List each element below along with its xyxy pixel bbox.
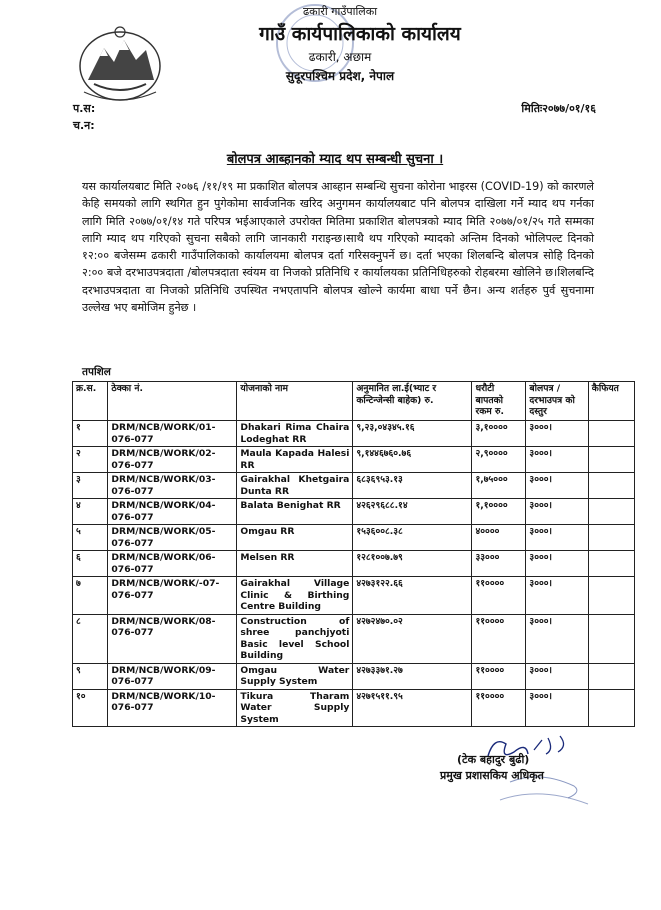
cell-bid-security: १,१०००० xyxy=(472,499,526,525)
cell-bid-fee: ३०००। xyxy=(526,551,588,577)
table-row xyxy=(73,577,635,615)
table-row xyxy=(73,689,635,727)
cell-contract-no: DRM/NCB/WORK/-07-076-077 xyxy=(108,577,237,615)
table-title: तपशिल xyxy=(82,366,111,378)
municipality-name: ढकारी गाउँपालिका xyxy=(302,5,378,18)
cell-serial: ८ xyxy=(73,614,108,663)
cell-remarks xyxy=(588,421,634,447)
table-header-row xyxy=(73,382,635,421)
cell-project-name: Maula Kapada Halesi RR xyxy=(237,447,353,473)
cell-remarks xyxy=(588,473,634,499)
cell-estimated-cost: ४२७१५११.९५ xyxy=(353,689,472,727)
nepal-emblem-icon xyxy=(74,22,166,106)
notice-subject: बोलपत्र आब्हानको म्याद थप सम्बन्धी सुचना । xyxy=(226,152,444,167)
cell-bid-fee: ३०००। xyxy=(526,421,588,447)
cell-serial: ७ xyxy=(73,577,108,615)
office-location: ढकारी, अछाम xyxy=(308,50,372,64)
table-row xyxy=(73,473,635,499)
cell-remarks xyxy=(588,614,634,663)
cell-estimated-cost: ४२७३३७१.२७ xyxy=(353,663,472,689)
cell-bid-fee: ३०००। xyxy=(526,473,588,499)
table-row xyxy=(73,447,635,473)
notice-body: यस कार्यालयबाट मिति २०७६ /११/१९ मा प्रकाशित बोलपत्र आब्हान सम्बन्धि सुचना कोरोना भाइरस (COVID-19) को कारणले केहि समयको लागि स्थगित हुन पुगेकोमा सार्वजनिक खरिद अनुगमन कार्यालयबाट पनि बोलपत्र दाखिला गर्ने म्याद थप गर्नका लागि मिति २०७७/०१/१४ गते परिपत्र भईआएकाले उपरोक्त मितिमा प्रकाशित बोलपत्रको म्याद मिति २०७७/०१/२५ गते सम्मका लागि म्याद थप गरिएको सुचना सबैको लागि जानकारी गराइन्छ।साथै थप गरिएको म्यादको अन्तिम दिनको भोलिपल्ट दिनको १२:०० बजेसम्म ढकारी गाउँपालिकाको कार्यालयमा बोलपत्र दर्ता गरिसक्नुपर्ने छ। दर्ता भएका शिलबन्दि बोलपत्र सोहि दिनको २:०० बजे दरभाउपत्रदाता /बोलपत्रदाता स्वंयम वा निजको प्रतिनिधि र कार्यालयका प्रतिनिधिहरुको रोहबरमा खोलिने छ।शिलबन्दि दरभाउपत्रदाता वा निजको प्रतिनिधि उपस्थित नभएतापनि बोलपत्र खोल्ने कार्यमा बाधा पर्ने छैन। अन्य शर्तहरु पुर्व सुचनामा उल्लेख भए बमोजिम हुनेछ । xyxy=(82,180,594,315)
table-row xyxy=(73,551,635,577)
cell-serial: ४ xyxy=(73,499,108,525)
signatory-title: प्रमुख प्रशासकिय अधिकृत xyxy=(440,769,544,782)
cell-contract-no: DRM/NCB/WORK/09-076-077 xyxy=(108,663,237,689)
cell-remarks xyxy=(588,551,634,577)
header-remarks: कैफियत xyxy=(588,382,634,421)
cell-contract-no: DRM/NCB/WORK/03-076-077 xyxy=(108,473,237,499)
cell-contract-no: DRM/NCB/WORK/04-076-077 xyxy=(108,499,237,525)
cell-project-name: Omgau RR xyxy=(237,525,353,551)
cell-project-name: Construction of shree panchjyoti Basic level School Building xyxy=(237,614,353,663)
header-bid-fee: बोलपत्र /दरभाउपत्र को दस्तुर xyxy=(526,382,588,421)
cell-bid-security: ३,१०००० xyxy=(472,421,526,447)
cell-estimated-cost: ९,२३,०४३४५.१६ xyxy=(353,421,472,447)
cell-estimated-cost: ४२६२९६८८.१४ xyxy=(353,499,472,525)
province-country: सुदूरपश्चिम प्रदेश, नेपाल xyxy=(285,69,395,83)
table-row xyxy=(73,421,635,447)
cell-bid-fee: ३०००। xyxy=(526,525,588,551)
cell-project-name: Melsen RR xyxy=(237,551,353,577)
cell-estimated-cost: १५३६००८.३८ xyxy=(353,525,472,551)
table-row xyxy=(73,614,635,663)
cell-bid-security: ११०००० xyxy=(472,689,526,727)
cell-bid-security: १,७५००० xyxy=(472,473,526,499)
office-title: गाउँ कार्यपालिकाको कार्यालय xyxy=(259,23,461,45)
cell-estimated-cost: ६८३६९५३.१३ xyxy=(353,473,472,499)
cell-bid-security: ११०००० xyxy=(472,663,526,689)
cell-bid-fee: ३०००। xyxy=(526,447,588,473)
cell-remarks xyxy=(588,577,634,615)
cell-remarks xyxy=(588,663,634,689)
cell-bid-fee: ३०००। xyxy=(526,577,588,615)
cell-bid-security: ११०००० xyxy=(472,614,526,663)
signatory-name: (टेक बहादुर बुढी) xyxy=(457,753,530,766)
cell-project-name: Gairakhal Village Clinic & Birthing Centre Building xyxy=(237,577,353,615)
cell-bid-fee: ३०००। xyxy=(526,689,588,727)
cell-remarks xyxy=(588,525,634,551)
header-serial: क्र.स. xyxy=(73,382,108,421)
cell-serial: १० xyxy=(73,689,108,727)
notice-date: मितिः२०७७/०१/१६ xyxy=(521,102,596,115)
cell-project-name: Dhakari Rima Chaira Lodeghat RR xyxy=(237,421,353,447)
cell-serial: ६ xyxy=(73,551,108,577)
table-row xyxy=(73,525,635,551)
cell-contract-no: DRM/NCB/WORK/06-076-077 xyxy=(108,551,237,577)
cell-contract-no: DRM/NCB/WORK/02-076-077 xyxy=(108,447,237,473)
cell-bid-fee: ३०००। xyxy=(526,499,588,525)
header-project-name: योजनाको नाम xyxy=(237,382,353,421)
cell-estimated-cost: ४२७२४७०.०२ xyxy=(353,614,472,663)
table-row xyxy=(73,663,635,689)
cell-project-name: Balata Benighat RR xyxy=(237,499,353,525)
cell-contract-no: DRM/NCB/WORK/05-076-077 xyxy=(108,525,237,551)
cell-bid-security: २,९०००० xyxy=(472,447,526,473)
cell-bid-fee: ३०००। xyxy=(526,614,588,663)
cell-estimated-cost: ४२७३१२२.६६ xyxy=(353,577,472,615)
cell-project-name: Tikura Tharam Water Supply System xyxy=(237,689,353,727)
cell-serial: ५ xyxy=(73,525,108,551)
header-bid-security: धरौटी बापतको रकम रु. xyxy=(472,382,526,421)
header-estimated-cost: अनुमानित ला.ई(भ्याट र कन्टिन्जेन्सी बाहेक) रु. xyxy=(353,382,472,421)
tender-table xyxy=(72,381,635,727)
cell-serial: ९ xyxy=(73,663,108,689)
cell-remarks xyxy=(588,447,634,473)
cell-remarks xyxy=(588,499,634,525)
table-row xyxy=(73,499,635,525)
cell-remarks xyxy=(588,689,634,727)
cell-serial: ३ xyxy=(73,473,108,499)
dispatch-number-label: च.न: xyxy=(73,119,95,132)
cell-estimated-cost: १२८१००७.७९ xyxy=(353,551,472,577)
cell-contract-no: DRM/NCB/WORK/10-076-077 xyxy=(108,689,237,727)
letter-number-label: प.स: xyxy=(73,102,96,115)
cell-bid-security: ११०००० xyxy=(472,577,526,615)
cell-project-name: Omgau Water Supply System xyxy=(237,663,353,689)
cell-estimated-cost: ९,१४४६७६०.७६ xyxy=(353,447,472,473)
cell-contract-no: DRM/NCB/WORK/08-076-077 xyxy=(108,614,237,663)
cell-bid-security: ४०००० xyxy=(472,525,526,551)
cell-serial: १ xyxy=(73,421,108,447)
header-contract-no: ठेक्का नं. xyxy=(108,382,237,421)
cell-bid-fee: ३०००। xyxy=(526,663,588,689)
cell-serial: २ xyxy=(73,447,108,473)
cell-project-name: Gairakhal Khetgaira Dunta RR xyxy=(237,473,353,499)
cell-bid-security: ३३००० xyxy=(472,551,526,577)
cell-contract-no: DRM/NCB/WORK/01-076-077 xyxy=(108,421,237,447)
